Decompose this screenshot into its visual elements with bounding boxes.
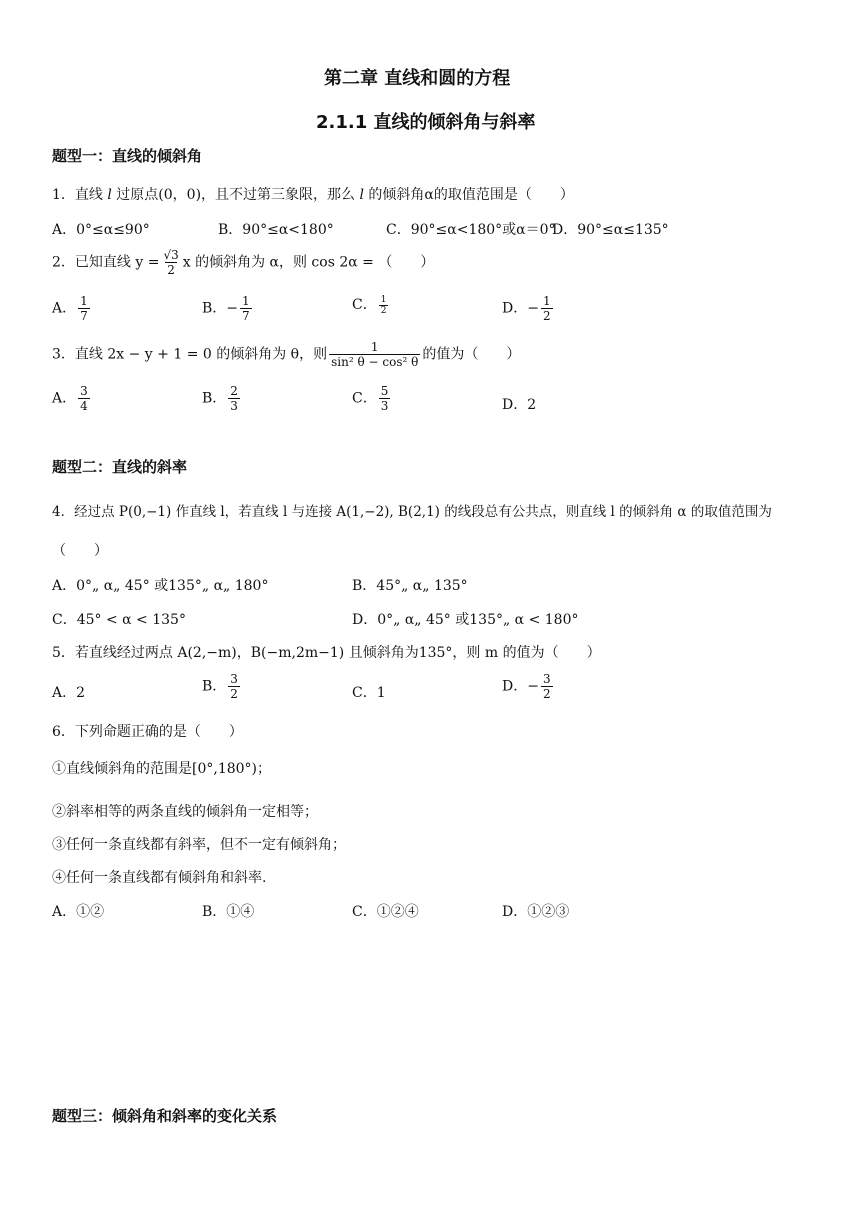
q2-frac-den: 2 bbox=[167, 263, 175, 277]
q1-var-l-2: l bbox=[359, 187, 364, 203]
q5-option-d-den: 2 bbox=[542, 687, 551, 701]
section-title: 2.1.1 直线的倾斜角与斜率 bbox=[316, 112, 536, 133]
q3-option-a-num: 3 bbox=[80, 384, 88, 398]
section-heading-2: 题型二：直线的斜率 bbox=[52, 458, 188, 476]
section-heading-1: 题型一：直线的倾斜角 bbox=[52, 147, 203, 165]
q5-option-b-num: 3 bbox=[230, 672, 238, 686]
question-5-stem: 5．若直线经过两点 A(2,−m)，B(−m,2m−1) 且倾斜角为135°，则 m 的值为（ ） bbox=[52, 645, 601, 661]
q1-option-c: C．90°≤α<180°或α＝0° bbox=[386, 222, 556, 238]
chapter-title: 第二章 直线和圆的方程 bbox=[324, 68, 511, 89]
q2-option-a-frac bbox=[78, 294, 90, 323]
q2-option-d-frac bbox=[541, 294, 553, 323]
q2-option-d-label: D． bbox=[502, 300, 528, 317]
q2-frac-num: √3 bbox=[163, 248, 179, 262]
q5-option-b bbox=[202, 672, 242, 701]
section-heading-3: 题型三：倾斜角和斜率的变化关系 bbox=[52, 1107, 278, 1125]
q3-option-b bbox=[202, 384, 242, 413]
q5-option-a: A．2 bbox=[52, 685, 86, 701]
q3-frac-num: 1 bbox=[370, 340, 379, 354]
q2-option-b-den: 7 bbox=[242, 309, 250, 323]
question-4-stem: 4．经过点 P(0,−1) 作直线 l，若直线 l 与连接 A(1,−2), B(2,1) 的线段总有公共点，则直线 l 的倾斜角 α 的取值范围为 bbox=[52, 504, 772, 520]
q3-option-b-label: B． bbox=[202, 390, 227, 407]
q6-statement-2: ②斜率相等的两条直线的倾斜角一定相等； bbox=[52, 804, 318, 820]
q6-option-d: D．①②③ bbox=[502, 904, 570, 920]
q2-option-c-num: 1 bbox=[380, 294, 387, 305]
q2-option-d bbox=[502, 294, 555, 323]
q2-stem-a: 2．已知直线 y = bbox=[52, 254, 160, 271]
question-1-stem bbox=[52, 184, 574, 204]
q5-option-b-frac bbox=[228, 672, 240, 701]
q5-option-d-num: 3 bbox=[542, 672, 551, 686]
q3-option-c-num: 5 bbox=[380, 384, 389, 398]
q3-option-c-frac bbox=[379, 384, 391, 413]
q4-option-d: D．0°„ α„ 45° 或135°„ α < 180° bbox=[352, 612, 579, 628]
q2-option-b-num: 1 bbox=[242, 294, 250, 308]
q2-stem-b: x 的倾斜角为 α，则 cos 2α = （ ） bbox=[182, 254, 435, 271]
q3-stem-b: 的值为（ ） bbox=[422, 346, 521, 363]
q6-statement-4: ④任何一条直线都有倾斜角和斜率. bbox=[52, 870, 267, 886]
q1-stem-c: 的倾斜角α的取值范围是（ ） bbox=[363, 187, 574, 203]
q4-option-a: A．0°„ α„ 45° 或135°„ α„ 180° bbox=[52, 578, 269, 594]
q2-option-d-den: 2 bbox=[542, 309, 551, 323]
q3-option-b-frac bbox=[228, 384, 240, 413]
q6-statement-3: ③任何一条直线都有斜率，但不一定有倾斜角； bbox=[52, 837, 346, 853]
q3-option-a-den: 4 bbox=[80, 399, 88, 413]
q3-frac-den: sin² θ − cos² θ bbox=[331, 355, 419, 369]
q3-fraction bbox=[329, 340, 420, 369]
q3-option-c bbox=[352, 384, 392, 413]
q2-option-b-sign: − bbox=[226, 300, 239, 317]
q6-option-b: B．①④ bbox=[202, 904, 255, 920]
question-2-stem bbox=[52, 248, 434, 277]
question-6-stem: 6．下列命题正确的是（ ） bbox=[52, 724, 243, 740]
q5-option-b-label: B． bbox=[202, 678, 227, 695]
q2-option-b-frac bbox=[240, 294, 252, 323]
q3-option-b-den: 3 bbox=[230, 399, 238, 413]
q2-option-b bbox=[202, 294, 254, 323]
question-4-paren: （ ） bbox=[52, 543, 108, 559]
q2-option-a-den: 7 bbox=[80, 309, 88, 323]
q3-option-d: D．2 bbox=[502, 397, 537, 413]
q6-option-a: A．①② bbox=[52, 904, 105, 920]
q1-stem-a: 1．直线 bbox=[52, 187, 108, 203]
q3-option-c-label: C． bbox=[352, 390, 377, 407]
q1-stem-b: 过原点(0，0)，且不过第三象限，那么 bbox=[111, 187, 360, 203]
q3-option-a-frac bbox=[78, 384, 90, 413]
q2-option-d-sign: − bbox=[527, 300, 539, 317]
q5-option-b-den: 2 bbox=[230, 687, 238, 701]
question-3-stem bbox=[52, 340, 520, 369]
q2-option-c-den: 2 bbox=[380, 305, 387, 316]
q4-option-b: B．45°„ α„ 135° bbox=[352, 578, 468, 594]
q3-option-c-den: 3 bbox=[380, 399, 389, 413]
q3-option-b-num: 2 bbox=[230, 384, 238, 398]
q1-option-d: D．90°≤α≤135° bbox=[552, 222, 669, 238]
q2-option-d-num: 1 bbox=[542, 294, 551, 308]
q2-fraction bbox=[161, 248, 180, 277]
q2-option-a-num: 1 bbox=[80, 294, 88, 308]
q3-stem-a: 3．直线 2x − y + 1 = 0 的倾斜角为 θ，则 bbox=[52, 346, 328, 363]
q3-option-a-label: A． bbox=[52, 390, 77, 407]
q6-option-c: C．①②④ bbox=[352, 904, 419, 920]
q2-option-c bbox=[352, 294, 390, 316]
q1-option-a: A．0°≤α≤90° bbox=[52, 222, 150, 238]
q1-var-l: l bbox=[107, 187, 112, 203]
q5-option-d-label: D．− bbox=[502, 678, 539, 695]
q2-option-b-label: B． bbox=[202, 300, 227, 317]
q6-statement-1: ①直线倾斜角的范围是[0°,180°)； bbox=[52, 761, 272, 777]
q4-option-c: C．45° < α < 135° bbox=[52, 612, 186, 628]
q2-option-c-label: C． bbox=[352, 297, 377, 313]
q2-option-a bbox=[52, 294, 92, 323]
q5-option-d-frac bbox=[541, 672, 553, 701]
q2-option-c-frac bbox=[379, 295, 389, 316]
q5-option-d bbox=[502, 672, 555, 701]
q2-option-a-label: A． bbox=[52, 300, 77, 317]
q1-option-b: B．90°≤α<180° bbox=[218, 222, 334, 238]
q3-option-a bbox=[52, 384, 92, 413]
q5-option-c: C．1 bbox=[352, 685, 386, 701]
